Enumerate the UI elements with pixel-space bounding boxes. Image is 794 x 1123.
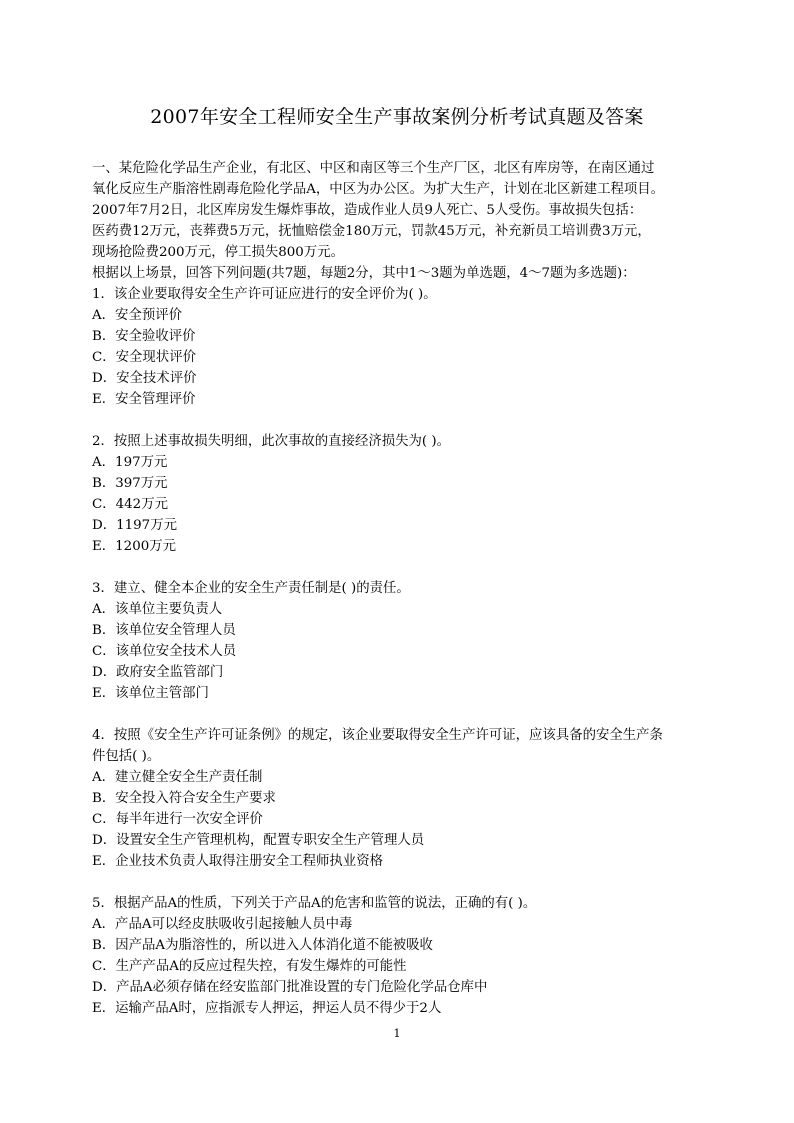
option-d: D．政府安全监管部门 (92, 665, 224, 680)
intro-line: 现场抢险费200万元，停工损失800万元。 (92, 245, 344, 260)
option-d: D．安全技术评价 (92, 371, 197, 386)
intro-line: 氧化反应生产脂溶性剧毒危险化学品A，中区为办公区。为扩大生产，计划在北区新建工程项目。 (92, 182, 665, 197)
option-a: A．产品A可以经皮肤吸收引起接触人员中毒 (92, 917, 353, 932)
question-stem: 4．按照《安全生产许可证条例》的规定，该企业要取得安全生产许可证，应该具备的安全生产条 (92, 728, 663, 743)
intro-line: 根据以上场景，回答下列问题(共7题，每题2分，其中1～3题为单选题，4～7题为多选题)： (92, 266, 636, 281)
option-c: C．每半年进行一次安全评价 (92, 812, 263, 827)
question-stem: 2．按照上述事故损失明细，此次事故的直接经济损失为( )。 (92, 434, 450, 449)
option-b: B．因产品A为脂溶性的，所以进入人体消化道不能被吸收 (92, 938, 433, 953)
option-d: D．产品A必须存储在经安监部门批准设置的专门危险化学品仓库中 (92, 980, 488, 995)
option-d: D．1197万元 (92, 518, 177, 533)
option-a: A．该单位主要负责人 (92, 602, 223, 617)
page-title: 2007年安全工程师安全生产事故案例分析考试真题及答案 (150, 106, 644, 128)
option-b: B．安全投入符合安全生产要求 (92, 791, 276, 806)
option-e: E．1200万元 (92, 539, 177, 554)
spacer (92, 872, 702, 893)
question-stem-cont: 件包括( )。 (92, 749, 161, 764)
question-2 (92, 431, 702, 557)
option-a: A．197万元 (92, 455, 168, 470)
option-a: A．安全预评价 (92, 308, 183, 323)
option-e: E．安全管理评价 (92, 392, 196, 407)
case-intro (92, 158, 702, 284)
option-b: B．397万元 (92, 476, 168, 491)
document-body (92, 158, 702, 1019)
option-c: C．生产产品A的反应过程失控，有发生爆炸的可能性 (92, 959, 407, 974)
option-c: C．安全现状评价 (92, 350, 196, 365)
spacer (92, 704, 702, 725)
spacer (92, 410, 702, 431)
intro-line: 2007年7月2日，北区库房发生爆炸事故，造成作业人员9人死亡、5人受伤。事故损失包括： (92, 203, 643, 218)
intro-line: 一、某危险化学品生产企业，有北区、中区和南区等三个生产厂区，北区有库房等，在南区通过 (92, 161, 655, 176)
option-e: E．运输产品A时，应指派专人押运，押运人员不得少于2人 (92, 1001, 442, 1016)
question-3 (92, 578, 702, 704)
question-stem: 5．根据产品A的性质，下列关于产品A的危害和监管的说法，正确的有( )。 (92, 896, 537, 911)
option-e: E．该单位主管部门 (92, 686, 209, 701)
intro-line: 医药费12万元，丧葬费5万元，抚恤赔偿金180万元，罚款45万元，补充新员工培训费3万元， (92, 224, 651, 239)
option-b: B．安全验收评价 (92, 329, 196, 344)
option-c: C．该单位安全技术人员 (92, 644, 237, 659)
option-a: A．建立健全安全生产责任制 (92, 770, 263, 785)
spacer (92, 557, 702, 578)
question-stem: 3．建立、健全本企业的安全生产责任制是( )的责任。 (92, 581, 410, 596)
option-c: C．442万元 (92, 497, 168, 512)
page-number: 1 (393, 1027, 401, 1040)
question-1 (92, 284, 702, 410)
option-b: B．该单位安全管理人员 (92, 623, 236, 638)
question-5 (92, 893, 702, 1019)
question-4 (92, 725, 702, 872)
option-e: E．企业技术负责人取得注册安全工程师执业资格 (92, 854, 383, 869)
option-d: D．设置安全生产管理机构，配置专职安全生产管理人员 (92, 833, 425, 848)
question-stem: 1．该企业要取得安全生产许可证应进行的安全评价为( )。 (92, 287, 437, 302)
